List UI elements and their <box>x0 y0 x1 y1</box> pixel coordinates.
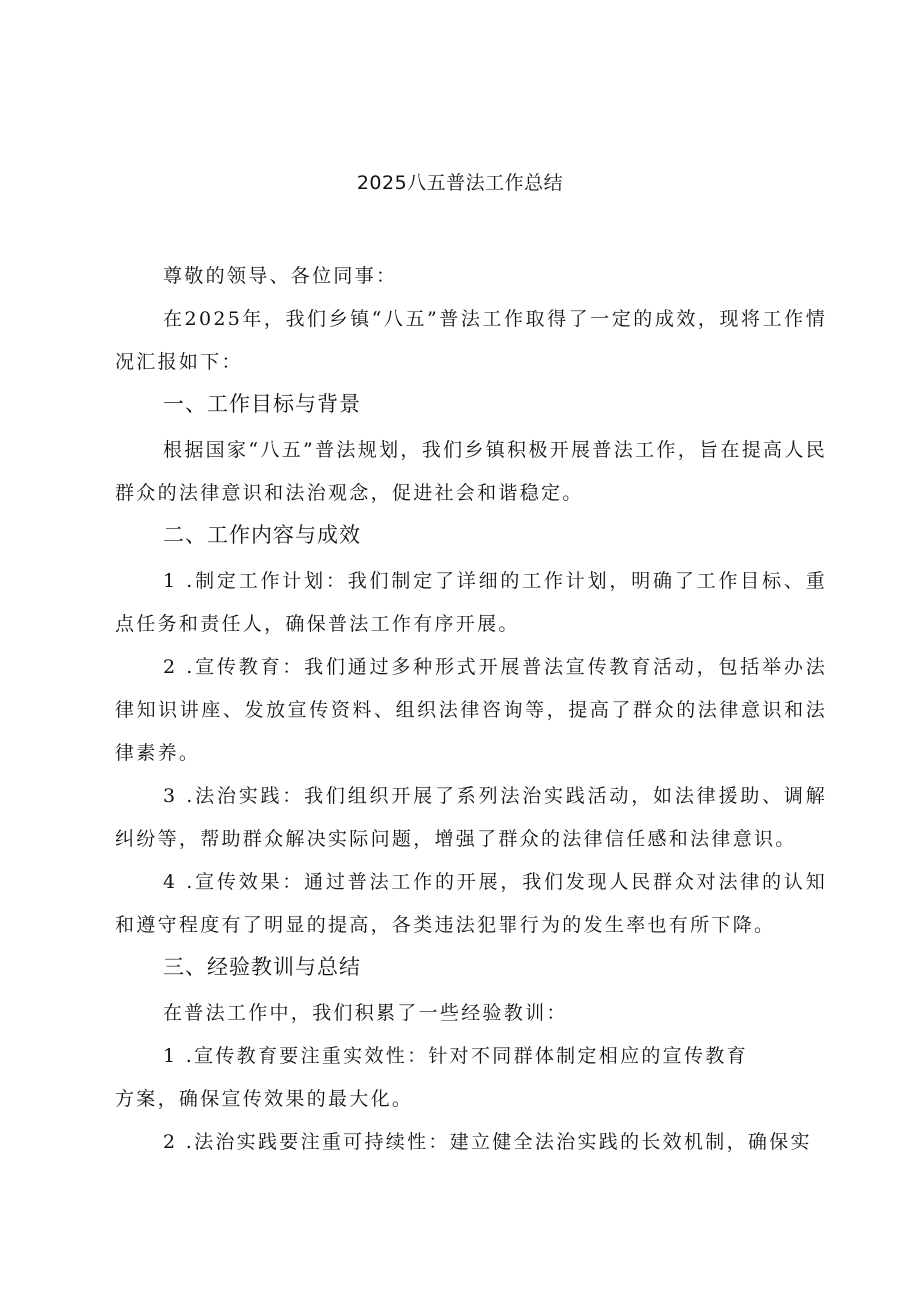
section-2-item-1: 1 .制定工作计划：我们制定了详细的工作计划，明确了工作目标、重点任务和责任人，确保普法工作有序开展。 <box>115 570 827 635</box>
section-3-item-1-continued: 方案，确保宣传效果的最大化。 <box>115 1088 414 1110</box>
salutation: 尊敬的领导、各位同事： <box>163 265 398 287</box>
section-2-item-2: 2 .宣传教育：我们通过多种形式开展普法宣传教育活动，包括举办法律知识讲座、发放宣传资料、组织法律咨询等，提高了群众的法律意识和法律素养。 <box>115 656 827 764</box>
section-3-item-2: 2 .法治实践要注重可持续性：建立健全法治实践的长效机制，确保实 <box>163 1131 812 1153</box>
document-title: 2025八五普法工作总结 <box>356 172 564 194</box>
section-heading-2: 二、工作内容与成效 <box>163 523 361 547</box>
section-heading-1: 一、工作目标与背景 <box>163 392 361 416</box>
document-body <box>115 255 827 1164</box>
section-1-paragraph-1: 根据国家“八五”普法规划，我们乡镇积极开展普法工作，旨在提高人民群众的法律意识和法治观念，促进社会和谐稳定。 <box>115 439 827 504</box>
intro-paragraph: 在2025年，我们乡镇“八五”普法工作取得了一定的成效，现将工作情况汇报如下： <box>115 308 827 373</box>
section-3-item-1: 1 .宣传教育要注重实效性：针对不同群体制定相应的宣传教育 <box>163 1045 748 1067</box>
section-heading-3: 三、经验教训与总结 <box>163 955 361 979</box>
section-3-intro: 在普法工作中，我们积累了一些经验教训： <box>163 1002 568 1024</box>
section-2-item-4: 4 .宣传效果：通过普法工作的开展，我们发现人民群众对法律的认知和遵守程度有了明显的提高，各类违法犯罪行为的发生率也有所下降。 <box>115 871 827 936</box>
section-2-item-3: 3 .法治实践：我们组织开展了系列法治实践活动，如法律援助、调解纠纷等，帮助群众解决实际问题，增强了群众的法律信任感和法律意识。 <box>115 785 827 850</box>
